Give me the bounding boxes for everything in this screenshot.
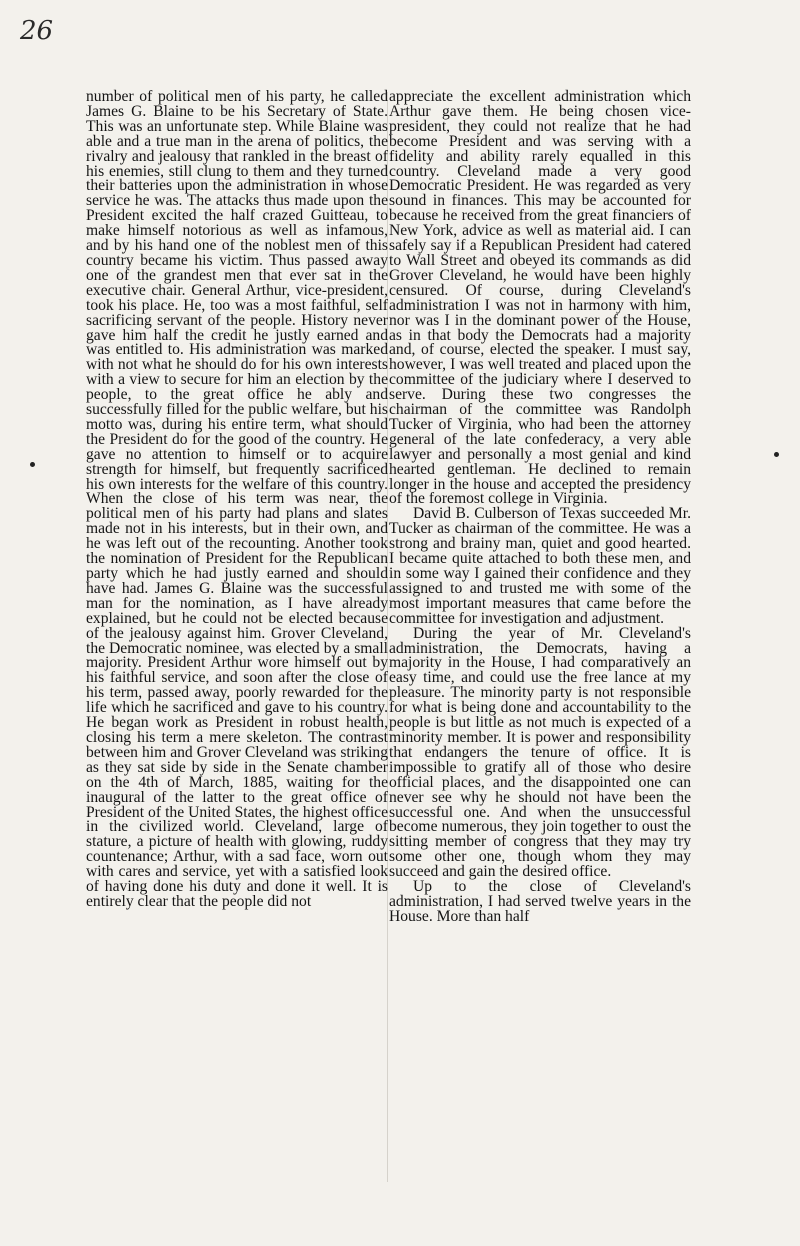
paragraph: David B. Culberson of Texas succeeded Mr. Tucker as chairman of the committee. He was a strong and brainy man, quiet and good hearted. I became quite attached to both these men, and in some way I gained their confidence and they assigned to and trusted me with some of the most important measures that came before the committee for investigation and adjustment. — [389, 505, 691, 627]
paragraph: appreciate the excellent administration which Arthur gave them. He being chosen vice-president, they could not realize that he had become President and was serving with a fidelity and ability rarely equalled in this country. Cleveland made a very good Democratic President. He was regarded as very sound in finances. This may be accounted for because he received from the great financiers of New York, advice as well as material aid. I can safely say if a Republican President had catered to Wall Street and obeyed its commands as did Grover Cleveland, he would have been highly censured. Of course, during Cleveland's administration I was not in harmony with him, nor was I in the dominant power of the House, as in that body the Democrats had a majority and, of course, elected the speaker. I must say, however, I was well treated and placed upon the committee of the judiciary where I deserved to serve. During these two congresses the chairman of the committee was Randolph Tucker of Virginia, who had been the attorney general of the late confederacy, a very able lawyer and personally a most genial and kind hearted gentleman. He declined to remain longer in the house and accepted the presidency of the foremost college in Virginia. — [389, 88, 691, 508]
right-column — [389, 90, 691, 925]
paragraph: During the year of Mr. Cleveland's administration, the Democrats, having a majority in the House, I had comparatively an easy time, and could use the free lance at my pleasure. The minority party is not responsible for what is being done and accountability to the people is but little as not much is expected of a minority member. It is power and responsibility that endangers the tenure of office. It is impossible to gratify all of those who desire official places, and the disappointed one can never see why he should not have been the successful one. And when the unsuccessful become numerous, they join together to oust the sitting member of congress that they may try some other one, though whom they may succeed and gain the desired office. — [389, 624, 691, 881]
left-column — [86, 90, 388, 910]
paragraph: Up to the close of Cleveland's administration, I had served twelve years in the House. More than half — [389, 878, 691, 925]
ink-speck — [774, 452, 779, 457]
paragraph: number of political men of his party, he called James G. Blaine to be his Secretary of State. This was an unfortunate step. While Blaine was able and a true man in the arena of politics, the rivalry and jealousy that rankled in the breast of his enemies, still clung to them and they turned their batteries upon the administration in whose service he was. The attacks thus made upon the President excited the half crazed Guitteau, to make himself notorious as well as infamous, and by his hand one of the noblest men of this country became his victim. Thus passed away one of the grandest men that ever sat in the executive chair. General Arthur, vice-president, took his place. He, too was a most faithful, self sacrificing servant of the people. History never gave him half the credit he justly earned and was entitled to. His administration was marked with not what he should do for his own interests with a view to secure for him an election by the people, to the great office he ably and successfully filled for the public welfare, but his motto was, during his entire term, what should the President do for the good of the country. He gave no attention to himself or to acquire strength for himself, but frequently sacrificed his own interests for the welfare of this country. When the close of his term was near, the political men of his party had plans and slates made not in his interests, but in their own, and he was left out of the recounting. Another took the nomination of President for the Republican party which he had justly earned and should have had. James G. Blaine was the successful man for the nomination, as I have already explained, but he could not be elected because of the jealousy against him. Grover Cleveland, the Democratic nominee, was elected by a small majority. President Arthur wore himself out by his faithful service, and soon after the close of his term, passed away, poorly rewarded for the life which he sacrificed and gave to his country. He began work as President in robust health, closing his term a mere skeleton. The contrast between him and Grover Cleveland was striking as they sat side by side in the Senate chamber on the 4th of March, 1885, waiting for the inaugural of the latter to the great office of President of the United States, the highest office in the civilized world. Cleveland, large of stature, a picture of health with glowing, ruddy countenance; Arthur, with a sad face, worn out with cares and service, yet with a satisfied look of having done his duty and done it well. It is entirely clear that the people did not — [86, 88, 388, 910]
page-number: 26 — [20, 16, 54, 46]
ink-speck — [30, 462, 35, 467]
